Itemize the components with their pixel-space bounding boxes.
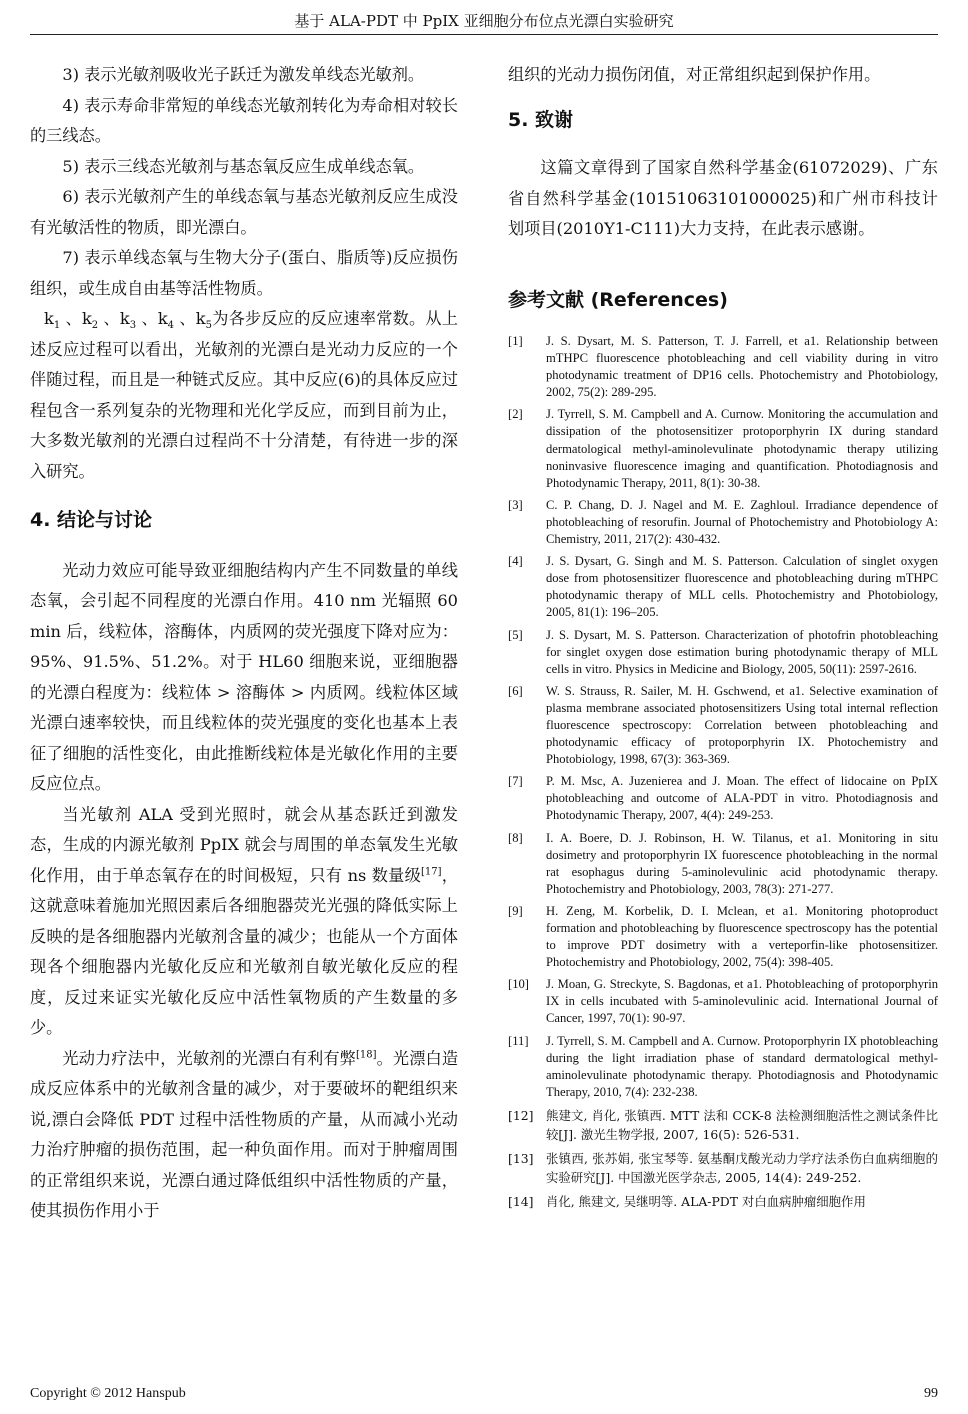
- reference-list: [508, 333, 938, 1211]
- citation: [18]: [355, 1049, 377, 1061]
- page-number: 99: [924, 1386, 938, 1401]
- paragraph: 组织的光动力损伤闭值，对正常组织起到保护作用。: [508, 65, 881, 84]
- paragraph: [30, 800, 458, 1044]
- reference-text: J. S. Dysart, G. Singh and M. S. Patterson. Calculation of singlet oxygen dose from photosensitizer fluorescence and photobleaching during mTHPC photodynamic therapy of MLL cells. Photochemistry and Photobiology, 2005, 81(1): 196–205.: [546, 554, 938, 620]
- reference-number: [5]: [508, 627, 523, 642]
- right-column: [508, 60, 938, 1216]
- reference-item: [508, 406, 938, 491]
- paragraph: 光动力效应可能导致亚细胞结构内产生不同数量的单线态氧，会引起不同程度的光漂白作用。410 nm 光辐照 60 min 后，线粒体，溶酶体，内质网的荧光强度下降对应为：95%、91.5%、51.2%。对于 HL60 细胞来说，亚细胞器的光漂白程度为：线粒体 > 溶酶体 > 内质网。线粒体区域光漂白速率较快，而且线粒体的荧光强度的变化也基本上表征了细胞的活性变化，由此推断线粒体是光敏化作用的主要反应位点。: [30, 560, 458, 793]
- paragraph-text: 光动力疗法中，光敏剂的光漂白有利有弊: [62, 1048, 356, 1068]
- reference-text: 肖化, 熊建文, 吴继明等. ALA-PDT 对白血病肿瘤细胞作用: [546, 1193, 866, 1209]
- reference-text: 张镇西, 张苏娟, 张宝琴等. 氨基酮戊酸光动力学疗法杀伤白血病细胞的实验研究[J]. 中国激光医学杂志, 2005, 14(4): 249-252.: [546, 1150, 938, 1185]
- list-item: 4) 表示寿命非常短的单线态光敏剂转化为寿命相对较长的三线态。: [30, 95, 458, 145]
- reference-text: J. S. Dysart, M. S. Patterson, T. J. Farrell, et a1. Relationship between mTHPC fluorescence photobleaching and cell viability during in vitro photodynamic treatment of DP16 cells. Photochemistry and Photobiology, 2002, 75(2): 289-295.: [546, 334, 938, 400]
- paragraph-text: 。光漂白造成反应体系中的光敏剂含量的减少，对于要破坏的靶组织来说,漂白会降低 PDT 过程中活性物质的产量，从而减小光动力治疗肿瘤的损伤范围，起一种负面作用。而对于肿瘤周围的正常组织来说，光漂白通过降低组织中活性物质的产量，使其损伤作用小于: [30, 1048, 459, 1220]
- list-item: 6) 表示光敏剂产生的单线态氧与基态光敏剂反应生成没有光敏活性的物质，即光漂白。: [30, 187, 458, 237]
- reference-text: J. Moan, G. Streckyte, S. Bagdonas, et a1. Photobleaching of protoporphyrin IX in cells incubated with 5-aminolevulinic acid. International Journal of Cancer, 1997, 70(1): 90-97.: [546, 977, 938, 1026]
- citation: [17]: [421, 866, 442, 878]
- reference-text: J. Tyrrell, S. M. Campbell and A. Curnow. Monitoring the accumulation and dissipation of the photosensitizer protoporphyrin IX during standard dermatological methyl-aminolevulinate photodynamic therapy utilizing noninvasive fluorescence imaging and quantification. Photodiagnosis and Photodynamic Therapy, 2011, 8(1): 30-38.: [546, 407, 938, 490]
- list-item: 7) 表示单线态氧与生物大分子(蛋白、脂质等)反应损伤组织，或生成自由基等活性物质。: [30, 248, 458, 298]
- paragraph-text: ，这就意味着施加光照因素后各细胞器荧光光强的降低实际上反映的是各细胞器内光敏剂含量的减少；也能从一个方面体现各个细胞器内光敏化反应和光敏剂自敏光敏化反应的程度，反过来证实光敏化反应中活性氧物质的产生数量的多少。: [30, 865, 458, 1037]
- reference-number: [14]: [508, 1193, 534, 1209]
- reference-number: [2]: [508, 407, 523, 422]
- reference-text: H. Zeng, M. Korbelik, D. I. Mclean, et a1. Monitoring photoproduct formation and photobleaching by fluorescence spectroscopy has the potential to improve PDT dosimetry with a verteporfin-like photosensitizer. Photochemistry and Photobiology, 2002, 75(4): 398-405.: [546, 903, 938, 970]
- reference-text: J. S. Dysart, M. S. Patterson. Characterization of photofrin photobleaching for singlet oxygen dose estimation buring photodynamic therapy of MLL cells in vitro. Physics in Medicine and Biology, 2005, 50(11): 2597-2616.: [546, 627, 938, 676]
- reference-item: [508, 976, 938, 1027]
- reference-number: [10]: [508, 977, 529, 992]
- paragraph-text: 当光敏剂 ALA 受到光照时，就会从基态跃迁到激发态，生成的内源光敏剂 PpIX 就会与周围的单态氧发生光敏化作用，由于单态氧存在的时间极短，只有 ns 数量级: [30, 804, 458, 885]
- rate-constants-text: 为各步反应的反应速率常数。从上述反应过程可以看出，光敏剂的光漂白是光动力反应的一个伴随过程，而且是一种链式反应。其中反应(6)的具体反应过程包含一系列复杂的光物理和光化学反应，而到目前为止，大多数光敏剂的光漂白过程尚不十分清楚，有待进一步的深入研究。: [30, 309, 458, 481]
- reference-item: [508, 627, 938, 678]
- reference-item: [508, 1106, 938, 1144]
- reference-text: P. M. Msc, A. Juzenierea and J. Moan. The effect of lidocaine on PpIX photobleaching and outcome of ALA-PDT in vitro. Photodiagnosis and Photodynamic Therapy, 2007, 4(4): 249-253.: [546, 774, 938, 823]
- reference-number: [9]: [508, 903, 523, 918]
- reference-item: [508, 497, 938, 548]
- reference-number: [11]: [508, 1033, 529, 1048]
- reference-number: [7]: [508, 774, 523, 789]
- section-4-heading: 4. 结论与讨论: [30, 509, 153, 531]
- reference-item: [508, 903, 938, 971]
- reference-number: [4]: [508, 554, 523, 569]
- rate-constants-symbols: $k_1$ 、$k_2$ 、$k_3$ 、$k_4$ 、$k_5$: [44, 309, 212, 332]
- reference-number: [6]: [508, 683, 523, 698]
- references-heading: 参考文献 (References): [508, 288, 728, 311]
- section-5-heading: 5. 致谢: [508, 108, 574, 131]
- reference-number: [13]: [508, 1150, 534, 1166]
- reference-text: J. Tyrrell, S. M. Campbell and A. Curnow. Protoporphyrin IX photobleaching during the light irradiation phase of standard dermatological methyl-aminolevulinate photodynamic therapy. Photodiagnosis and Photodynamic Therapy, 2010, 7(4): 232-238.: [546, 1033, 938, 1099]
- running-header: 基于 ALA-PDT 中 PpIX 亚细胞分布位点光漂白实验研究: [294, 12, 674, 30]
- copyright-footer: Copyright © 2012 Hanspub: [30, 1386, 186, 1401]
- list-item: 3) 表示光敏剂吸收光子跃迁为激发单线态光敏剂。: [62, 65, 425, 84]
- acknowledgement: 这篇文章得到了国家自然科学基金(61072029)、广东省自然科学基金(10151063101000025)和广州市科技计划项目(2010Y1-C111)大力支持，在此表示感谢。: [508, 158, 938, 238]
- reference-number: [3]: [508, 497, 523, 512]
- reference-text: W. S. Strauss, R. Sailer, M. H. Gschwend, et a1. Selective examination of plasma membrane associated photosensitizers Using total internal reflection fluorescence spectroscopy: Correlation between photobleaching and photodynamic efficacy of protoporphyrin IX. Photochemistry and Photobiology, 1998, 67(3): 363-369.: [546, 683, 938, 767]
- rate-constants-paragraph: [30, 304, 458, 487]
- list-item: 5) 表示三线态光敏剂与基态氧反应生成单线态氧。: [62, 156, 425, 176]
- reference-item: [508, 1192, 938, 1211]
- reference-text: I. A. Boere, D. J. Robinson, H. W. Tilanus, et a1. Monitoring in situ dosimetry and protoporphyrin IX fuorescence photobleaching in the normal rat esophagus during 5-aminolevulinic acid photodynamic therapy. Photochemistry and Photobiology, 2003, 78(3): 271-277.: [546, 830, 938, 896]
- reference-text: 熊建文, 肖化, 张镇西. MTT 法和 CCK-8 法检测细胞活性之测试条件比较[J]. 激光生物学报, 2007, 16(5): 526-531.: [546, 1107, 938, 1142]
- reference-number: [8]: [508, 830, 523, 845]
- reference-item: [508, 1149, 938, 1187]
- left-column: [30, 60, 458, 1227]
- reference-item: [508, 773, 938, 824]
- reference-item: [508, 333, 938, 401]
- reference-item: [508, 830, 938, 898]
- header-rule: [30, 34, 938, 35]
- reference-item: [508, 683, 938, 768]
- reference-number: [12]: [508, 1107, 534, 1123]
- paragraph: [30, 1044, 458, 1227]
- reference-item: [508, 1033, 938, 1101]
- reference-item: [508, 553, 938, 621]
- reference-number: [1]: [508, 334, 523, 348]
- reference-text: C. P. Chang, D. J. Nagel and M. E. Zaghloul. Irradiance dependence of photobleaching of resorufin. Journal of Photochemistry and Photobiology A: Chemistry, 2011, 217(2): 430-432.: [546, 497, 938, 547]
